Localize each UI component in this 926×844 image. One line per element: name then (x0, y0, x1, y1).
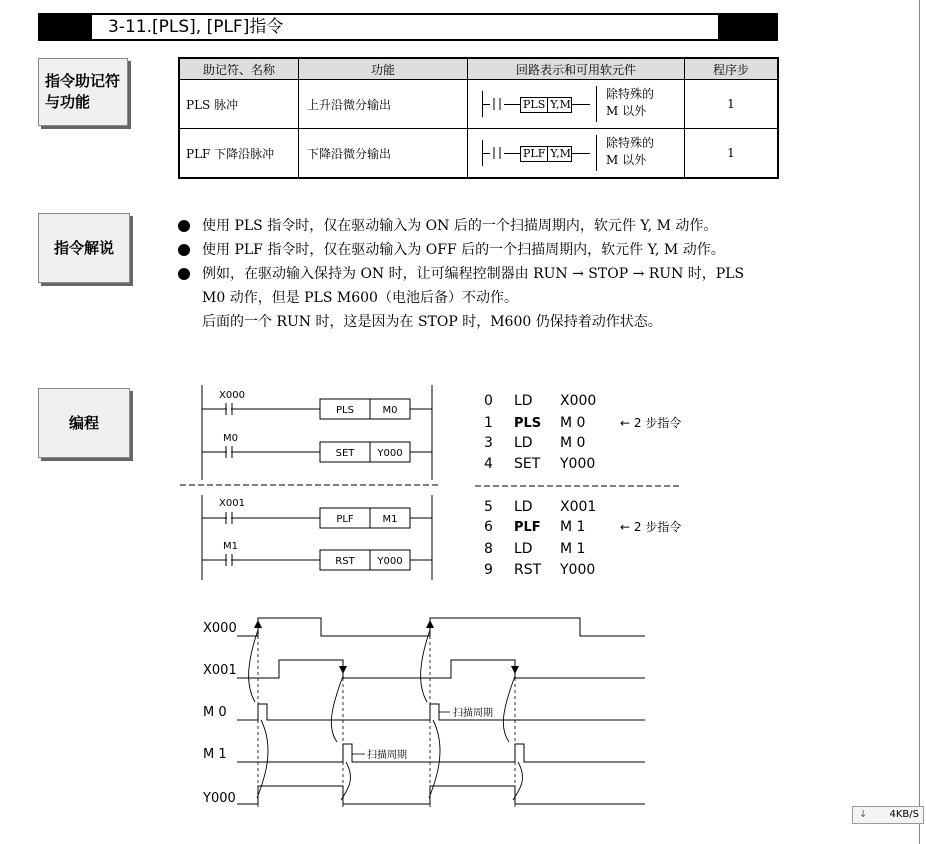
listing-operand: Y000 (560, 562, 596, 578)
cell-steps: 1 (685, 80, 779, 129)
bullet-item: 例如，在驱动输入保持为 ON 时，让可编程控制器由 RUN → STOP → RUN 时，PLS (178, 262, 778, 286)
header-function: 功能 (299, 58, 468, 80)
header-circuit: 回路表示和可用软元件 (468, 58, 685, 80)
bullet-icon (178, 268, 190, 280)
timing-diagram (195, 608, 655, 828)
section-label-mnemonic: 指令助记符与功能 (38, 58, 128, 126)
contact-label: X000 (219, 390, 245, 401)
header-name: 助记符、名称 (179, 58, 299, 80)
signal-label: Y000 (203, 791, 236, 806)
contact-label: X001 (219, 498, 245, 509)
cell-circuit (468, 80, 685, 129)
section-label-explanation: 指令解说 (38, 213, 130, 283)
device-label: M1 (382, 514, 398, 525)
bullet-icon (178, 220, 190, 232)
download-speed-indicator[interactable]: ↓ 4KB/S (852, 806, 924, 824)
instruction-table (178, 57, 779, 179)
scan-cycle-label: 扫描周期 (453, 708, 493, 719)
contact-icon (490, 98, 504, 110)
listing-note: ← 2 步指令 (620, 416, 682, 430)
listing-step-number: 3 (484, 435, 493, 451)
instruction-label: PLS (336, 405, 354, 416)
signal-label: M 1 (203, 747, 227, 762)
bullet-item: 使用 PLS 指令时，仅在驱动输入为 ON 后的一个扫描周期内，软元件 Y, M 动作。 (178, 214, 778, 238)
contact-label: M0 (223, 433, 238, 444)
explanation-text (178, 214, 778, 334)
contact-icon (490, 147, 504, 159)
listing-operand: X001 (560, 499, 597, 515)
listing-step-number: 1 (484, 415, 493, 431)
device-label: Y000 (377, 556, 403, 567)
ladder-symbol: PLF Y,M 除特殊的 M 以外 (468, 129, 684, 177)
listing-operand: X000 (560, 393, 597, 409)
download-arrow-icon: ↓ (859, 809, 868, 820)
section-label-programming: 编程 (38, 388, 130, 458)
signal-label: X000 (203, 621, 237, 636)
listing-step-number: 0 (484, 393, 493, 409)
ladder-symbol: PLS Y,M 除特殊的 M 以外 (468, 80, 684, 128)
contact-label: M1 (223, 541, 238, 552)
device-label: M0 (382, 405, 398, 416)
listing-opcode: LD (514, 435, 533, 451)
cell-function: 下降沿微分输出 (299, 129, 468, 179)
listing-opcode: PLF (514, 520, 541, 535)
signal-label: M 0 (203, 705, 227, 720)
listing-operand: Y000 (560, 456, 596, 472)
listing-operand: M 0 (560, 435, 586, 451)
table-row (179, 80, 778, 129)
page-title: 3-11.[PLS], [PLF]指令 (108, 17, 284, 37)
bullet-continuation: 后面的一个 RUN 时，这是因为在 STOP 时，M600 仍保持着动作状态。 (202, 314, 662, 330)
ladder-instruction-box: PLS Y,M (520, 97, 572, 113)
page-edge-divider (919, 0, 920, 844)
instruction-label: SET (335, 448, 355, 459)
cell-steps: 1 (685, 129, 779, 179)
program-listing (470, 388, 710, 583)
table-header-row (179, 58, 778, 80)
listing-opcode: LD (514, 541, 533, 557)
scan-cycle-label: 扫描周期 (367, 750, 407, 761)
listing-opcode: LD (514, 393, 533, 409)
listing-opcode: RST (514, 562, 542, 578)
listing-opcode: PLS (514, 416, 542, 431)
ladder-instruction-box: PLF Y,M (520, 146, 572, 162)
table-row (179, 129, 778, 179)
device-label: Y000 (377, 448, 403, 459)
cell-name: PLF 下降沿脉冲 (179, 129, 299, 179)
bullet-continuation: M0 动作，但是 PLS M600（电池后备）不动作。 (202, 290, 518, 306)
listing-step-number: 8 (484, 541, 493, 557)
listing-step-number: 6 (484, 519, 493, 535)
listing-step-number: 9 (484, 562, 493, 578)
listing-operand: M 1 (560, 541, 586, 557)
cell-circuit (468, 129, 685, 179)
listing-operand: M 1 (560, 519, 586, 535)
listing-step-number: 5 (484, 499, 493, 515)
ladder-program (175, 385, 445, 580)
bullet-item: 使用 PLF 指令时，仅在驱动输入为 OFF 后的一个扫描周期内，软元件 Y, M 动作。 (178, 238, 778, 262)
bullet-icon (178, 244, 190, 256)
cell-function: 上升沿微分输出 (299, 80, 468, 129)
instruction-label: PLF (336, 514, 354, 525)
listing-step-number: 4 (484, 456, 493, 472)
listing-opcode: LD (514, 499, 533, 515)
cell-name: PLS 脉冲 (179, 80, 299, 129)
instruction-label: RST (335, 556, 355, 567)
signal-label: X001 (203, 663, 237, 678)
listing-note: ← 2 步指令 (620, 520, 682, 534)
listing-operand: M 0 (560, 415, 586, 431)
header-steps: 程序步 (685, 58, 779, 80)
listing-opcode: SET (514, 456, 541, 472)
